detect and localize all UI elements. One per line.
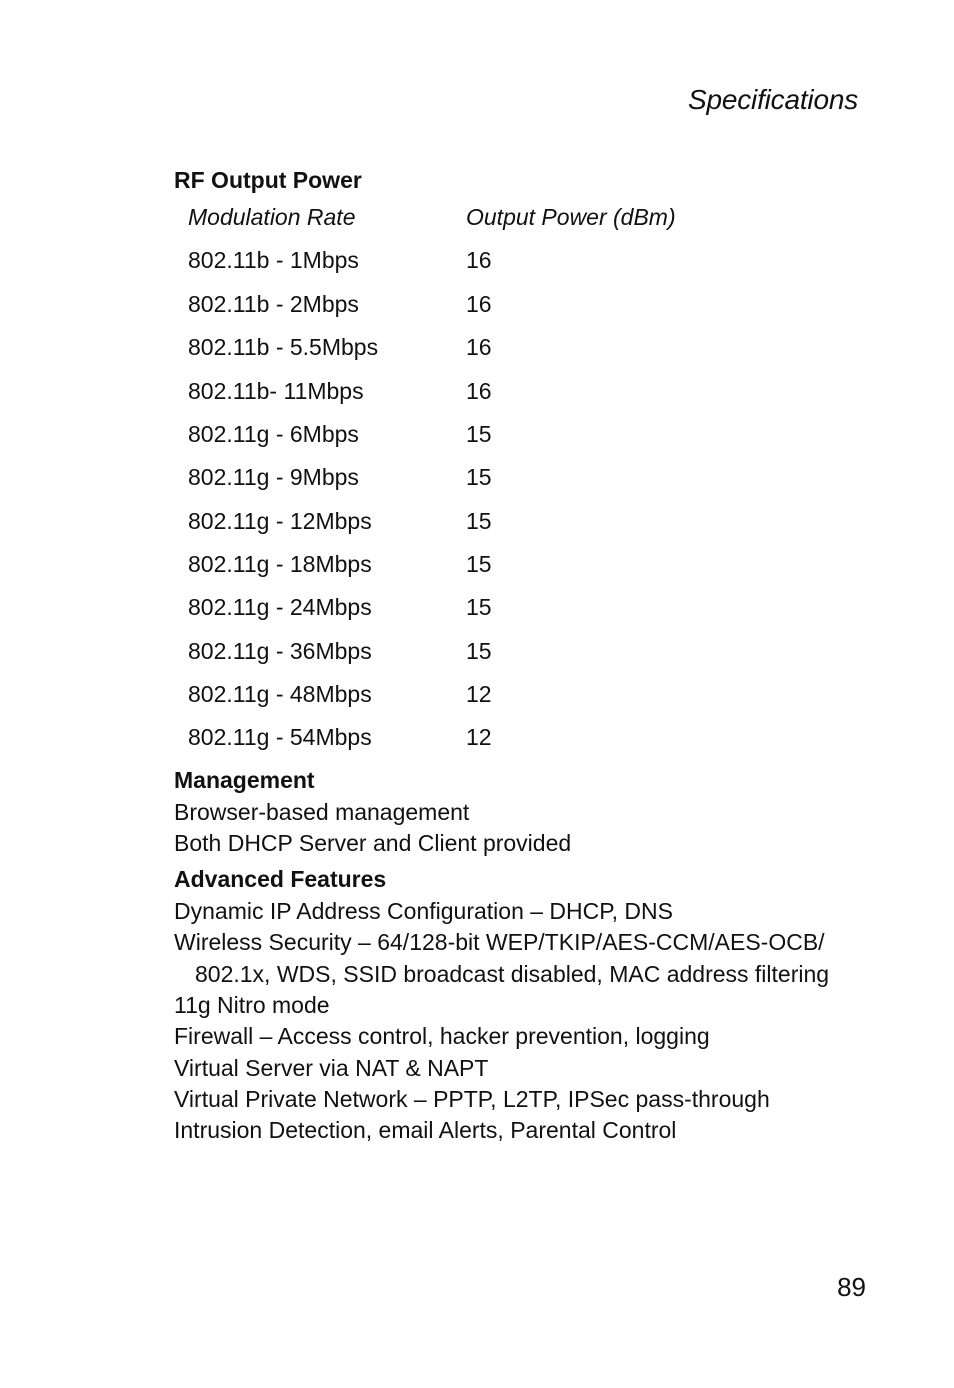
output-power-cell: 15 [466, 594, 492, 620]
advanced-feature-line: 11g Nitro mode [174, 992, 330, 1018]
modulation-rate-cell: 802.11g - 18Mbps [188, 551, 372, 577]
modulation-rate-cell: 802.11b- 11Mbps [188, 378, 364, 404]
advanced-feature-line: Dynamic IP Address Configuration – DHCP, DNS [174, 898, 673, 924]
management-line: Browser-based management [174, 799, 470, 825]
output-power-cell: 15 [466, 551, 492, 577]
output-power-cell: 16 [466, 247, 492, 273]
management-heading: Management [174, 767, 315, 793]
column-header-output-power: Output Power (dBm) [466, 204, 676, 230]
modulation-rate-cell: 802.11g - 54Mbps [188, 724, 372, 750]
advanced-feature-line: Virtual Private Network – PPTP, L2TP, IPSec pass-through [174, 1086, 770, 1112]
modulation-rate-cell: 802.11g - 9Mbps [188, 464, 359, 490]
output-power-cell: 15 [466, 638, 492, 664]
advanced-features-heading: Advanced Features [174, 866, 387, 892]
management-line: Both DHCP Server and Client provided [174, 830, 572, 856]
modulation-rate-cell: 802.11b - 5.5Mbps [188, 334, 379, 360]
advanced-feature-line: Intrusion Detection, email Alerts, Parental Control [174, 1117, 677, 1143]
column-header-modulation-rate: Modulation Rate [188, 204, 356, 230]
rf-output-power-heading: RF Output Power [174, 167, 362, 193]
modulation-rate-cell: 802.11g - 12Mbps [188, 508, 372, 534]
modulation-rate-cell: 802.11b - 2Mbps [188, 291, 359, 317]
advanced-feature-line: 802.1x, WDS, SSID broadcast disabled, MAC address filtering [195, 961, 830, 987]
advanced-feature-line: Virtual Server via NAT & NAPT [174, 1055, 489, 1081]
output-power-cell: 15 [466, 508, 492, 534]
output-power-cell: 15 [466, 464, 492, 490]
output-power-cell: 12 [466, 724, 492, 750]
modulation-rate-cell: 802.11b - 1Mbps [188, 247, 359, 273]
modulation-rate-cell: 802.11g - 6Mbps [188, 421, 359, 447]
page-header-title: Specifications [688, 84, 858, 115]
advanced-feature-line: Wireless Security – 64/128-bit WEP/TKIP/AES-CCM/AES-OCB/ [174, 929, 825, 955]
advanced-feature-line: Firewall – Access control, hacker prevention, logging [174, 1023, 710, 1049]
output-power-cell: 16 [466, 378, 492, 404]
modulation-rate-cell: 802.11g - 48Mbps [188, 681, 372, 707]
output-power-cell: 16 [466, 334, 492, 360]
modulation-rate-cell: 802.11g - 24Mbps [188, 594, 372, 620]
output-power-cell: 16 [466, 291, 492, 317]
modulation-rate-cell: 802.11g - 36Mbps [188, 638, 372, 664]
output-power-cell: 15 [466, 421, 492, 447]
page-number: 89 [837, 1272, 866, 1302]
output-power-cell: 12 [466, 681, 492, 707]
